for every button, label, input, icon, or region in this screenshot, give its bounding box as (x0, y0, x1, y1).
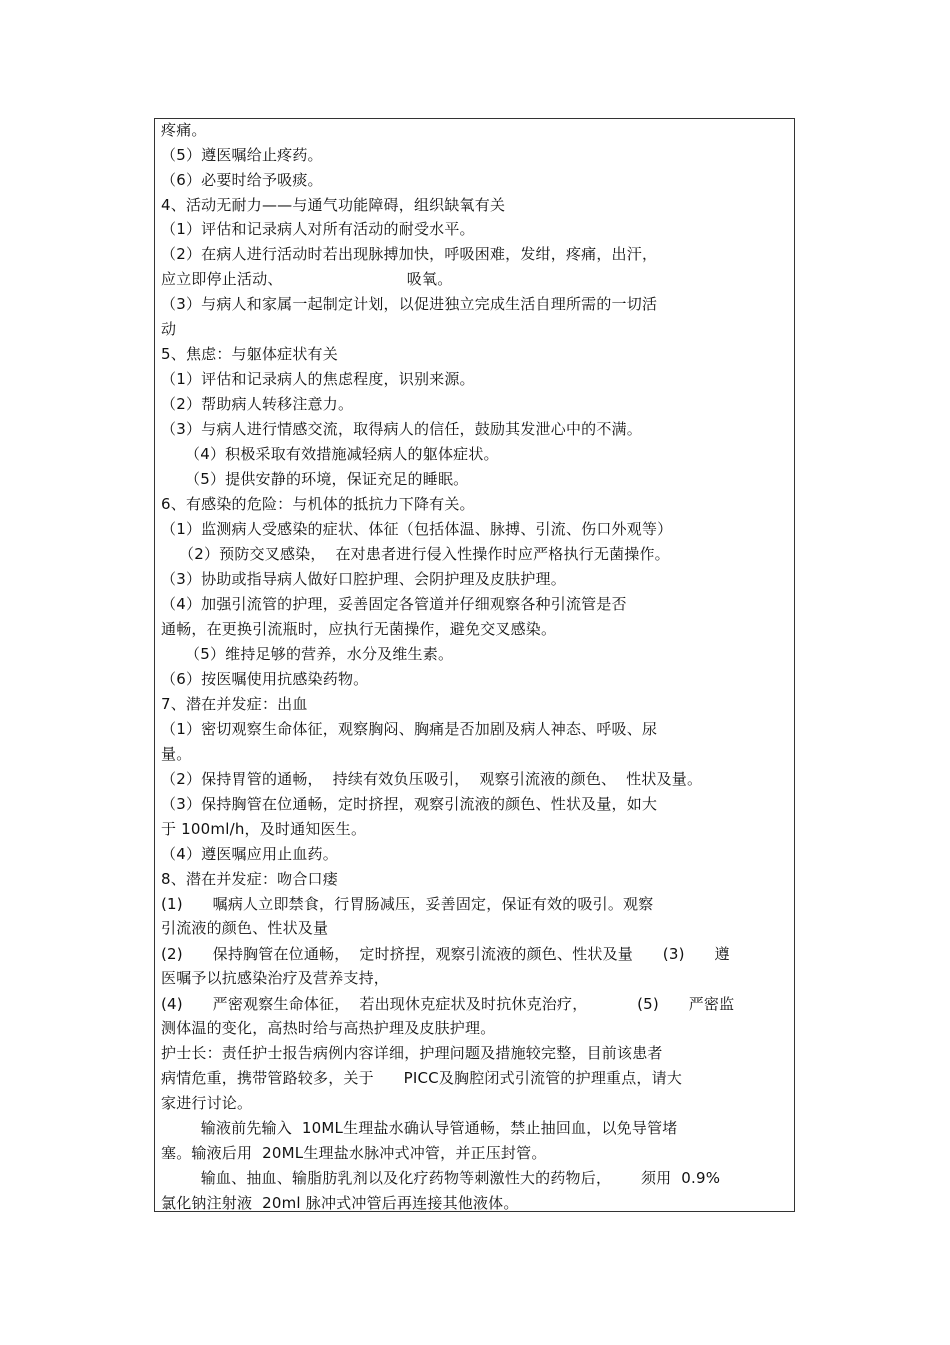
text-line: （3）协助或指导病人做好口腔护理、会阴护理及皮肤护理。 (161, 570, 566, 588)
text-line: (1) 嘱病人立即禁食，行胃肠减压，妥善固定，保证有效的吸引。观察 (161, 895, 654, 913)
text-line: （6）必要时给予吸痰。 (161, 171, 323, 189)
text-line: （2）保持胃管的通畅， 持续有效负压吸引， 观察引流液的颜色、 性状及量。 (161, 770, 703, 788)
section-heading: 5、焦虑：与躯体症状有关 (161, 345, 338, 363)
text-line: （3）保持胸管在位通畅，定时挤捏，观察引流液的颜色、性状及量，如大 (161, 795, 658, 813)
text-line: 量。 (161, 745, 192, 763)
text-line: 医嘱予以抗感染治疗及营养支持， (161, 969, 390, 987)
text-line: （4）遵医嘱应用止血药。 (161, 845, 338, 863)
section-heading: 7、潜在并发症：出血 (161, 695, 308, 713)
text-line: 输血、抽血、输脂肪乳剂以及化疗药物等刺激性大的药物后， 须用 0.9% (161, 1169, 721, 1187)
section-heading: 8、潜在并发症：吻合口瘘 (161, 870, 338, 888)
text-line: 家进行讨论。 (161, 1094, 253, 1112)
text-line: （1）密切观察生命体征，观察胸闷、胸痛是否加剧及病人神态、呼吸、尿 (161, 720, 658, 738)
text-line: （4）加强引流管的护理，妥善固定各管道并仔细观察各种引流管是否 (161, 595, 627, 613)
text-line: 氯化钠注射液 20ml 脉冲式冲管后再连接其他液体。 (161, 1194, 519, 1212)
text-line: (2) 保持胸管在位通畅， 定时挤捏，观察引流液的颜色、性状及量 (3) 遵 (161, 945, 730, 963)
text-line: 疼痛。 (161, 121, 207, 139)
text-line: 输液前先输入 10ML生理盐水确认导管通畅，禁止抽回血，以免导管堵 (161, 1119, 678, 1137)
text-line: 动 (161, 320, 177, 338)
text-line: （2）帮助病人转移注意力。 (161, 395, 354, 413)
text-line: 应立即停止活动、 吸氧。 (161, 270, 453, 288)
text-line: 引流液的颜色、性状及量 (161, 919, 329, 937)
text-line: 通畅，在更换引流瓶时，应执行无菌操作，避免交叉感染。 (161, 620, 557, 638)
text-line: (4) 严密观察生命体征， 若出现休克症状及时抗休克治疗， (5) 严密监 (161, 995, 735, 1013)
text-line: （3）与病人进行情感交流，取得病人的信任，鼓励其发泄心中的不满。 (161, 420, 642, 438)
text-line: （5）遵医嘱给止疼药。 (161, 146, 323, 164)
text-line: 病情危重，携带管路较多，关于 PICC及胸腔闭式引流管的护理重点，请大 (161, 1069, 683, 1087)
text-line: （4）积极采取有效措施减轻病人的躯体症状。 (185, 445, 499, 463)
text-line: （2）在病人进行活动时若出现脉搏加快，呼吸困难，发绀，疼痛，出汗， (161, 245, 658, 263)
text-line: （5）维持足够的营养，水分及维生素。 (185, 645, 454, 663)
text-line: （1）评估和记录病人对所有活动的耐受水平。 (161, 220, 475, 238)
text-line: （2）预防交叉感染， 在对患者进行侵入性操作时应严格执行无菌操作。 (179, 545, 670, 563)
section-heading: 6、有感染的危险：与机体的抵抗力下降有关。 (161, 495, 475, 513)
section-heading: 4、活动无耐力——与通气功能障碍，组织缺氧有关 (161, 196, 506, 214)
head-nurse-comment: 护士长：责任护士报告病例内容详细，护理问题及措施较完整，目前该患者 (161, 1044, 663, 1062)
text-line: 测体温的变化，高热时给与高热护理及皮肤护理。 (161, 1019, 496, 1037)
text-line: 于 100ml/h，及时通知医生。 (161, 820, 367, 838)
text-line: （1）监测病人受感染的症状、体征（包括体温、脉搏、引流、伤口外观等） (161, 520, 673, 538)
text-line: （6）按医嘱使用抗感染药物。 (161, 670, 369, 688)
text-line: （1）评估和记录病人的焦虑程度，识别来源。 (161, 370, 475, 388)
text-line: （5）提供安静的环境，保证充足的睡眠。 (185, 470, 469, 488)
text-line: （3）与病人和家属一起制定计划，以促进独立完成生活自理所需的一切活 (161, 295, 658, 313)
text-line: 塞。输液后用 20ML生理盐水脉冲式冲管，并正压封管。 (161, 1144, 547, 1162)
